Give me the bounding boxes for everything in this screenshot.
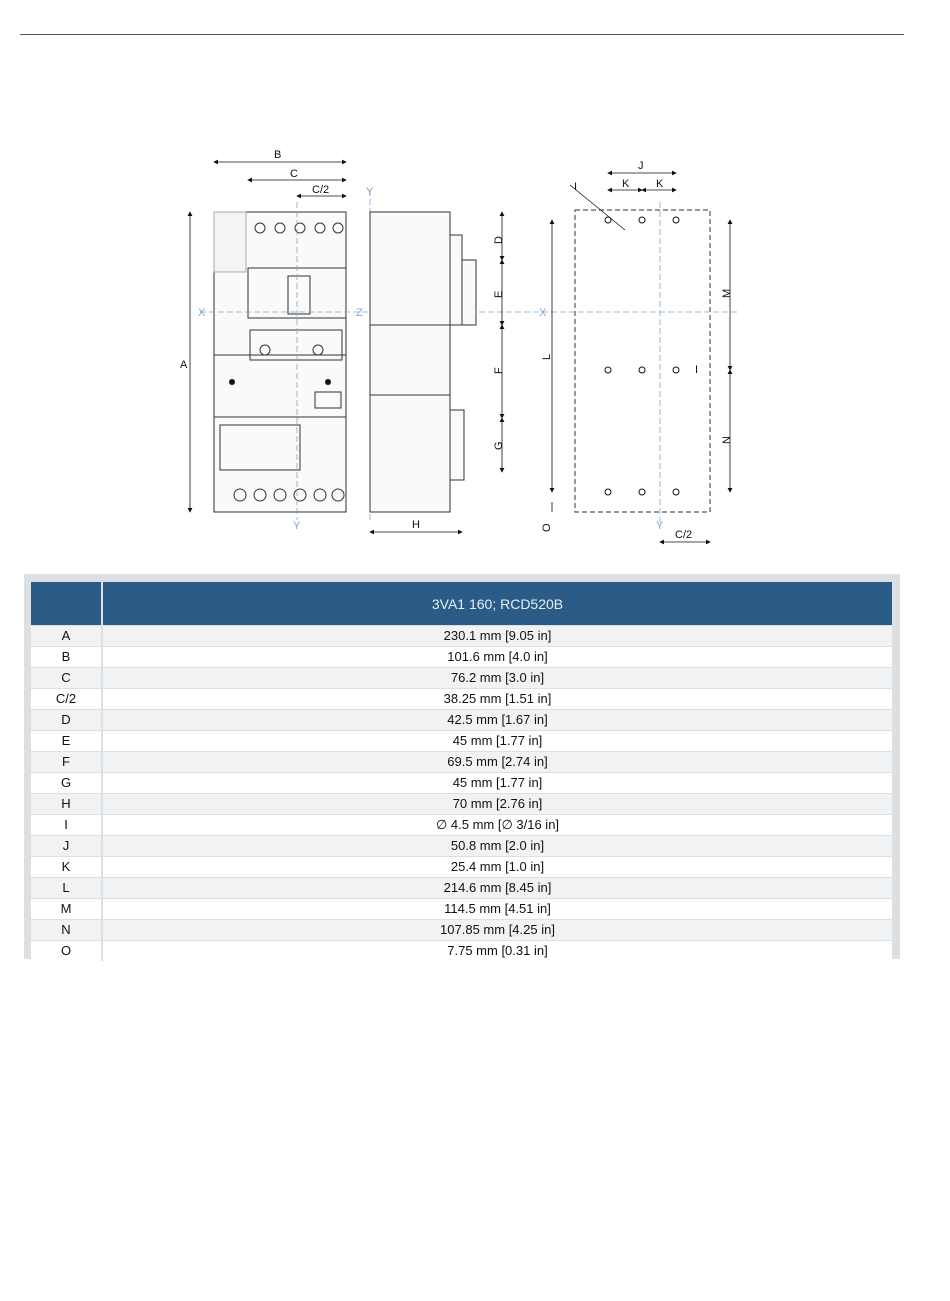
table-row (31, 856, 892, 877)
label-J: J (638, 160, 644, 172)
axis-Z: Z (356, 307, 363, 319)
label-B: B (274, 149, 282, 161)
table-row (31, 625, 892, 646)
label-C2: C/2 (312, 184, 330, 196)
dimension-value: 42.5 mm [1.67 in] (103, 709, 892, 730)
table-row (31, 709, 892, 730)
dimension-label: C (31, 667, 103, 688)
dimension-drawing (160, 140, 760, 560)
table-row (31, 919, 892, 940)
label-F: F (493, 367, 505, 374)
dimension-label: L (31, 877, 103, 898)
header-title: 3VA1 160; RCD520B (103, 582, 892, 625)
dimension-label: B (31, 646, 103, 667)
table-row (31, 688, 892, 709)
dimension-value: 76.2 mm [3.0 in] (103, 667, 892, 688)
dimension-value: 214.6 mm [8.45 in] (103, 877, 892, 898)
header-label-cell (31, 582, 103, 625)
header-rule (20, 34, 904, 35)
axis-X-holes: X (539, 307, 547, 319)
label-I-top: I (574, 181, 578, 193)
label-O: O (541, 523, 553, 532)
label-I-mid: I (695, 364, 699, 376)
table-row (31, 877, 892, 898)
label-C2-holes: C/2 (675, 529, 693, 541)
label-D: D (493, 236, 505, 244)
label-N: N (721, 436, 733, 444)
dimension-label: H (31, 793, 103, 814)
label-A: A (180, 359, 188, 371)
dimension-label: G (31, 772, 103, 793)
axis-X-front: X (198, 307, 206, 319)
dimension-value: 230.1 mm [9.05 in] (103, 625, 892, 646)
dimension-label: N (31, 919, 103, 940)
table-row (31, 793, 892, 814)
axis-Y-front: Y (293, 520, 301, 532)
dimension-value: 101.6 mm [4.0 in] (103, 646, 892, 667)
dimension-value: 45 mm [1.77 in] (103, 772, 892, 793)
dimension-value: ∅ 4.5 mm [∅ 3/16 in] (103, 814, 892, 835)
table-row (31, 730, 892, 751)
dimension-label: I (31, 814, 103, 835)
dimension-value: 25.4 mm [1.0 in] (103, 856, 892, 877)
label-M: M (721, 288, 733, 298)
dimension-value: 45 mm [1.77 in] (103, 730, 892, 751)
dimension-value: 69.5 mm [2.74 in] (103, 751, 892, 772)
label-K2: K (656, 178, 664, 190)
label-K1: K (622, 178, 630, 190)
table-row (31, 898, 892, 919)
side-view (370, 212, 476, 512)
dimension-label: J (31, 835, 103, 856)
label-E: E (493, 290, 505, 298)
label-L: L (541, 353, 553, 360)
table-row (31, 814, 892, 835)
dimension-label: D (31, 709, 103, 730)
dimension-value: 114.5 mm [4.51 in] (103, 898, 892, 919)
table-row (31, 772, 892, 793)
dimension-value: 7.75 mm [0.31 in] (103, 940, 892, 961)
dimension-label: F (31, 751, 103, 772)
axis-Y-side: Y (366, 186, 374, 198)
table-row (31, 751, 892, 772)
dimension-value: 70 mm [2.76 in] (103, 793, 892, 814)
dimensions-table (31, 582, 892, 961)
dimension-value: 107.85 mm [4.25 in] (103, 919, 892, 940)
dimension-label: A (31, 625, 103, 646)
axis-Y-holes: Y (656, 520, 664, 532)
dimension-label: C/2 (31, 688, 103, 709)
dimension-value: 38.25 mm [1.51 in] (103, 688, 892, 709)
dimension-label: E (31, 730, 103, 751)
front-view (214, 212, 346, 512)
table-row (31, 667, 892, 688)
dimensions-table-panel (24, 574, 900, 959)
table-row (31, 646, 892, 667)
dimension-value: 50.8 mm [2.0 in] (103, 835, 892, 856)
label-C: C (290, 168, 298, 180)
label-G: G (493, 441, 505, 450)
dimension-label: M (31, 898, 103, 919)
dimension-label: O (31, 940, 103, 961)
table-row (31, 940, 892, 961)
drill-pattern-view (575, 210, 710, 512)
table-row (31, 835, 892, 856)
dimension-label: K (31, 856, 103, 877)
label-H: H (412, 519, 420, 531)
